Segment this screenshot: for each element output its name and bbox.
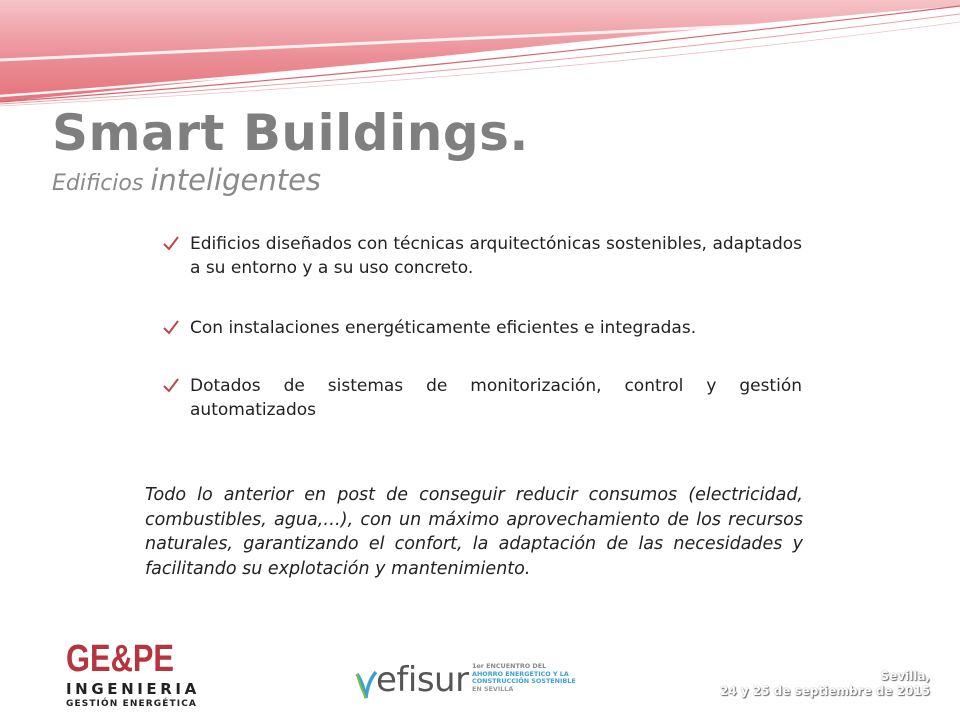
summary-paragraph: Todo lo anterior en post de conseguir reducir consumos (electricidad, combustibles, agua,…), con un máximo aprovechamiento de los recursos naturales, garantizando el confort, la adaptación de las necesidades y facilitando su explotación y mantenimiento.: [145, 485, 803, 579]
bullet-text: Dotados de sistemas de monitorización, control y gestión automatizados: [190, 376, 802, 420]
event-line-2: AHORRO ENERGÉTICO Y LA: [472, 669, 569, 678]
leaf-icon: [355, 670, 377, 700]
page-title: Smart Buildings.: [52, 104, 529, 162]
efisur-name: efisur: [376, 660, 469, 700]
event-line-1: 1er ENCUENTRO DEL: [472, 662, 547, 670]
gepe-logo: [66, 638, 200, 710]
page-subtitle: [52, 163, 321, 197]
location-city: Sevilla,: [880, 669, 930, 683]
bullet-text: Con instalaciones energéticamente eficientes e integradas.: [190, 318, 697, 338]
gepe-brand-text: GE&PE: [66, 638, 174, 680]
gepe-brand-mark: [66, 638, 176, 680]
gepe-line-2: GESTIÓN ENERGÉTICA: [66, 699, 197, 709]
bullet-item: [162, 232, 802, 316]
gepe-line-1: INGENIERIA: [66, 680, 200, 698]
check-icon: [162, 234, 180, 252]
bullet-list: [162, 232, 802, 422]
check-icon: [162, 376, 180, 394]
bullet-item: [162, 316, 802, 374]
event-line-3: CONSTRUCCIÓN SOSTENIBLE: [472, 677, 576, 686]
event-date: 24 y 25 de septiembre de 2015: [719, 684, 930, 698]
check-icon: [162, 318, 180, 336]
subtitle-part-2: inteligentes: [150, 163, 322, 197]
event-info: [472, 663, 576, 693]
header-decoration: [0, 0, 960, 110]
bullet-text: Edificios diseñados con técnicas arquitectónicas sostenibles, adaptados a su entorno y a su uso concreto.: [190, 234, 802, 278]
event-location: [720, 669, 930, 699]
event-line-4: EN SEVILLA: [472, 684, 514, 693]
subtitle-part-1: Edificios: [52, 171, 151, 196]
bullet-item: [162, 374, 802, 422]
